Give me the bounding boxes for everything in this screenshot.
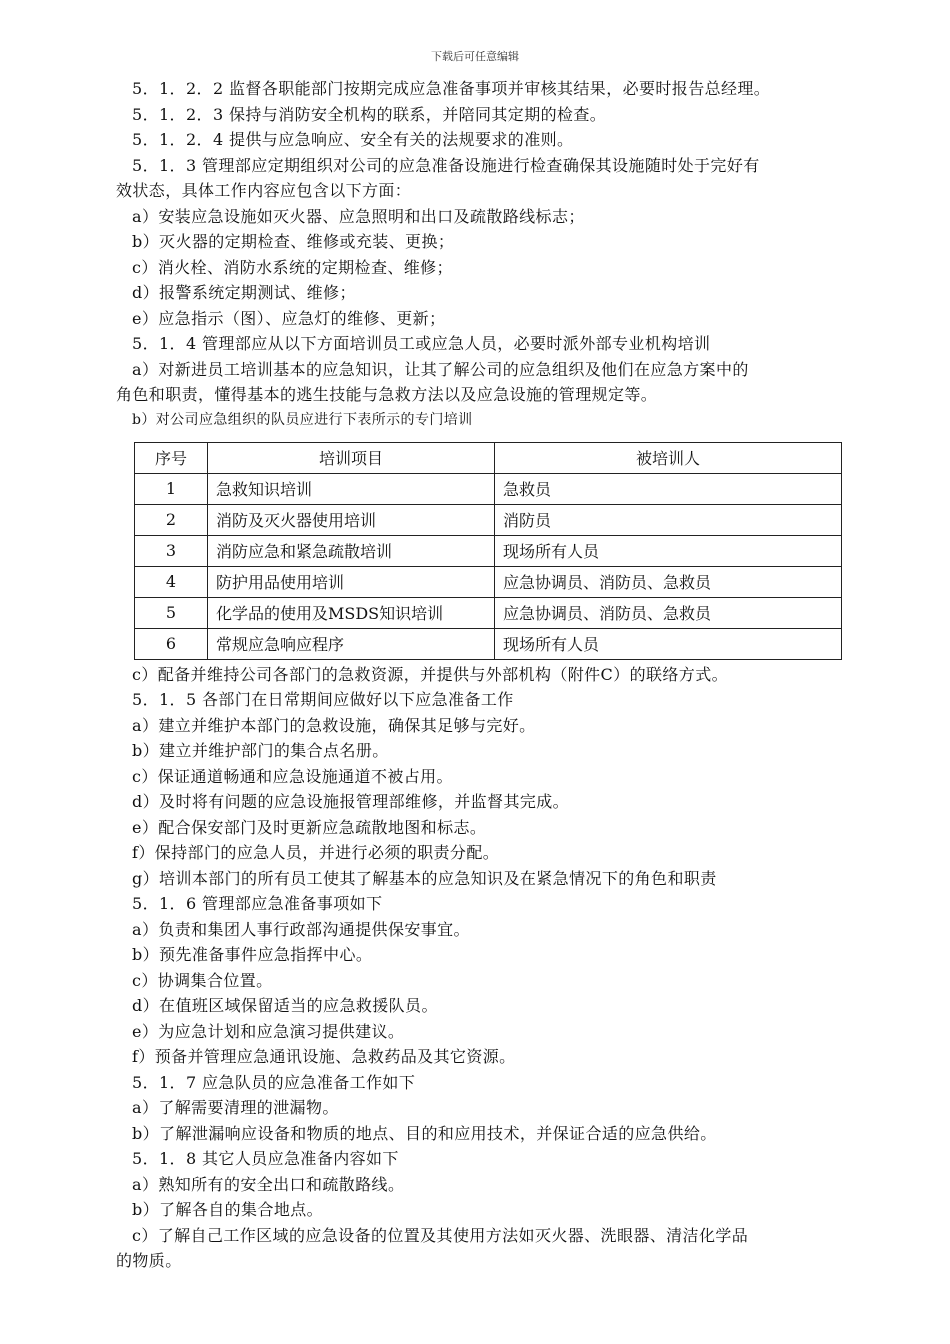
text-line: 5．1．3 管理部应定期组织对公司的应急准备设施进行检查确保其设施随时处于完好有: [132, 155, 760, 175]
cell-item: 化学品的使用及MSDS知识培训: [208, 597, 495, 628]
text-line: c）保证通道畅通和应急设施通道不被占用。: [132, 766, 453, 786]
text-line: c）了解自己工作区域的应急设备的位置及其使用方法如灭火器、洗眼器、清洁化学品: [132, 1225, 749, 1245]
table-row: [135, 597, 842, 628]
text-line: g）培训本部门的所有员工使其了解基本的应急知识及在紧急情况下的角色和职责: [132, 868, 717, 888]
text-line: b）建立并维护部门的集合点名册。: [132, 741, 389, 760]
cell-no: 5: [135, 597, 208, 628]
cell-no: 6: [135, 628, 208, 659]
cell-trainee: 急救员: [495, 473, 842, 504]
table-row: [135, 535, 842, 566]
text-line: b）预先准备事件应急指挥中心。: [132, 945, 373, 964]
page-header: 下载后可任意编辑: [431, 50, 519, 63]
table-row: [135, 504, 842, 535]
text-line: a）安装应急设施如灭火器、应急照明和出口及疏散路线标志；: [132, 206, 585, 226]
text-line: 5．1．2．4 提供与应急响应、安全有关的法规要求的准则。: [132, 130, 574, 149]
cell-trainee: 应急协调员、消防员、急救员: [495, 597, 842, 628]
text-line: 5．1．2．3 保持与消防安全机构的联系，并陪同其定期的检查。: [132, 104, 607, 124]
table-header-row: [135, 442, 842, 473]
text-line: 5．1．4 管理部应从以下方面培训员工或应急人员，必要时派外部专业机构培训: [132, 334, 711, 353]
text-line: f）保持部门的应急人员，并进行必须的职责分配。: [132, 843, 500, 862]
cell-trainee: 应急协调员、消防员、急救员: [495, 566, 842, 597]
text-line: e）为应急计划和应急演习提供建议。: [132, 1021, 405, 1041]
text-line: e）应急指示（图）、应急灯的维修、更新；: [132, 308, 446, 328]
table-row: [135, 566, 842, 597]
cell-trainee: 现场所有人员: [495, 628, 842, 659]
cell-item: 急救知识培训: [208, 473, 495, 504]
text-line: 5．1．2．2 监督各职能部门按期完成应急准备事项并审核其结果，必要时报告总经理。: [132, 79, 771, 98]
header-no: 序号: [135, 442, 208, 473]
text-line: e）配合保安部门及时更新应急疏散地图和标志。: [132, 817, 487, 837]
text-line: b）对公司应急组织的队员应进行下表所示的专门培训: [132, 411, 473, 428]
document-body: [116, 76, 867, 1274]
text-line: 5．1．7 应急队员的应急准备工作如下: [132, 1072, 416, 1092]
table-row: [135, 628, 842, 659]
text-line: a）负责和集团人事行政部沟通提供保安事宜。: [132, 919, 470, 939]
text-line: a）对新进员工培训基本的应急知识，让其了解公司的应急组织及他们在应急方案中的: [132, 359, 749, 379]
cell-no: 1: [135, 473, 208, 504]
cell-no: 2: [135, 504, 208, 535]
text-line: b）灭火器的定期检查、维修或充装、更换；: [132, 232, 455, 251]
training-table: [134, 442, 842, 660]
text-line: a）了解需要清理的泄漏物。: [132, 1098, 339, 1117]
cell-item: 消防应急和紧急疏散培训: [208, 535, 495, 566]
cell-trainee: 消防员: [495, 504, 842, 535]
text-line: d）报警系统定期测试、维修；: [132, 283, 356, 302]
text-line: d）及时将有问题的应急设施报管理部维修，并监督其完成。: [132, 792, 570, 811]
text-line: b）了解泄漏响应设备和物质的地点、目的和应用技术，并保证合适的应急供给。: [132, 1123, 717, 1143]
text-line: b）了解各自的集合地点。: [132, 1200, 324, 1219]
text-line: c）配备并维持公司各部门的急救资源，并提供与外部机构（附件C）的联络方式。: [132, 664, 729, 684]
cell-item: 消防及灭火器使用培训: [208, 504, 495, 535]
text-line: f）预备并管理应急通讯设施、急救药品及其它资源。: [132, 1047, 516, 1066]
cell-no: 3: [135, 535, 208, 566]
text-line: 5．1．6 管理部应急准备事项如下: [132, 894, 383, 913]
text-line: 5．1．5 各部门在日常期间应做好以下应急准备工作: [132, 690, 514, 709]
text-line: 5．1．8 其它人员应急准备内容如下: [132, 1149, 399, 1168]
text-line: 的物质。: [116, 1251, 182, 1270]
cell-item: 防护用品使用培训: [208, 566, 495, 597]
text-line: d）在值班区域保留适当的应急救援队员。: [132, 996, 438, 1015]
text-line: c）协调集合位置。: [132, 970, 273, 990]
text-line: 效状态，具体工作内容应包含以下方面：: [116, 181, 412, 200]
header-trainee: 被培训人: [495, 442, 842, 473]
text-line: a）熟知所有的安全出口和疏散路线。: [132, 1174, 405, 1194]
text-line: a）建立并维护本部门的急救设施，确保其足够与完好。: [132, 715, 536, 735]
cell-no: 4: [135, 566, 208, 597]
cell-item: 常规应急响应程序: [208, 628, 495, 659]
cell-trainee: 现场所有人员: [495, 535, 842, 566]
header-item: 培训项目: [208, 442, 495, 473]
text-line: 角色和职责，懂得基本的逃生技能与急救方法以及应急设施的管理规定等。: [116, 385, 658, 404]
table-row: [135, 473, 842, 504]
text-line: c）消火栓、消防水系统的定期检查、维修；: [132, 257, 453, 277]
